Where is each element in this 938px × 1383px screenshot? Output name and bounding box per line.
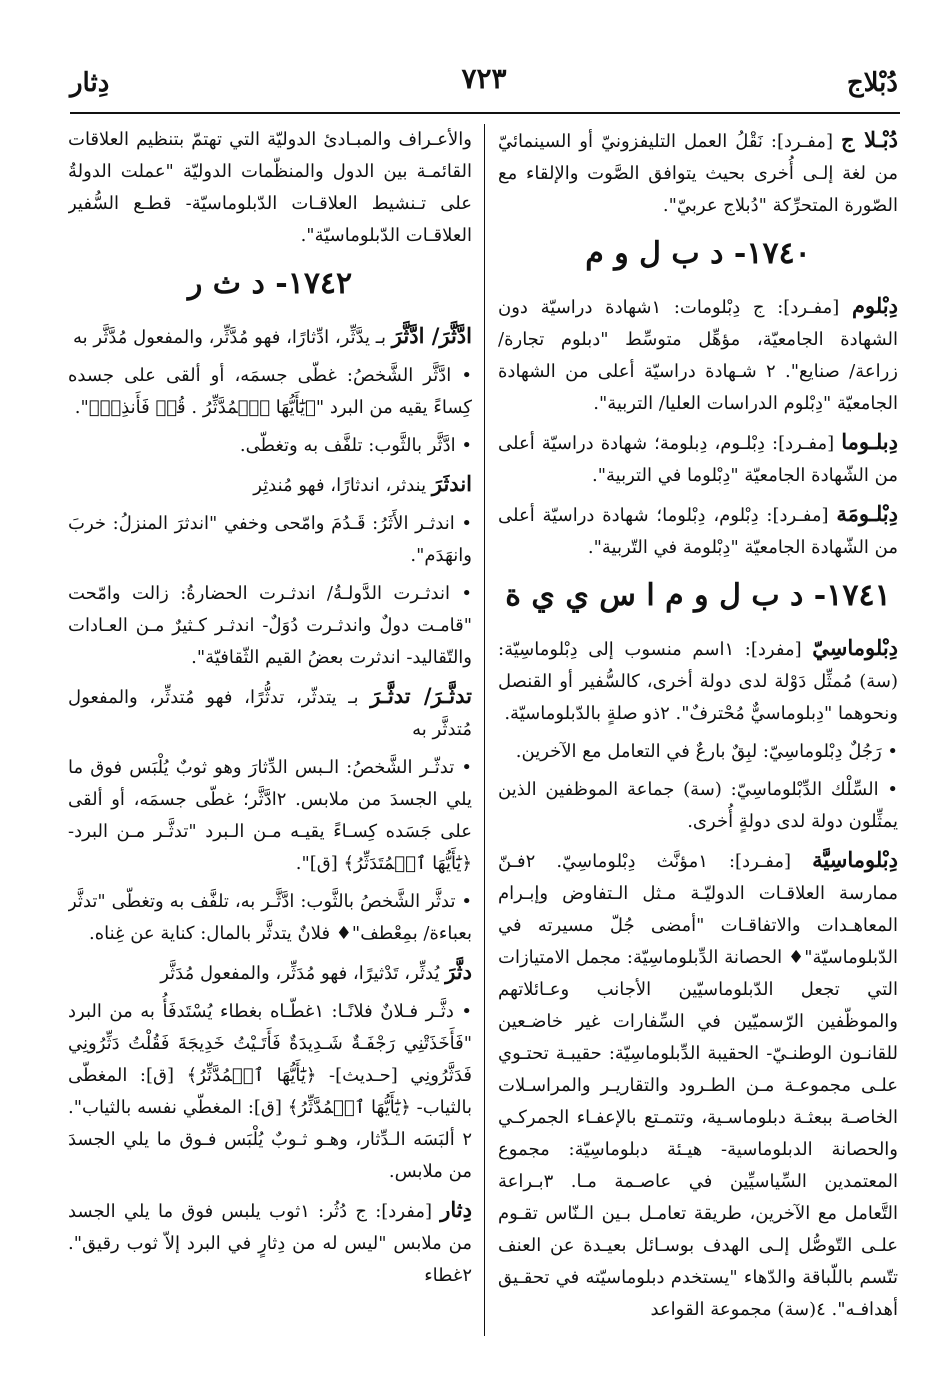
sub-definition: • اندثـر الأَثَرُ: قَـدُمَ وامّحى وخفي "اندثرَ المنزلُ: خربَ وانهَدَم". bbox=[68, 513, 472, 566]
root-section-heading: ١٧٤١- د ب ل و م ا س ي ي ة bbox=[505, 578, 891, 613]
dictionary-entry bbox=[498, 124, 898, 222]
dictionary-entry bbox=[68, 1194, 472, 1292]
dictionary-entry bbox=[498, 632, 898, 730]
entry-definition: [مفـرد]: دِبْلـوم، دِبلومة؛ شهادة دراسيّة أعلى من الشّهادة الجامعيّة "دِبْلوما في التربية". bbox=[498, 433, 898, 486]
sub-definition: • دثَّـر فـلانٌ فلانًـا: ١غطّـاه بغطاء يُسْتَدفَأُ به من البرد "فَأَخَذَتْنِي رَجْفَـةٌ شَـدِيدَةٌ فَأَتَـيْتُ خَدِيجَةَ فَقُلْتُ دَثِّرُونِي فَدَثَّرُونِي [حـديث]- ﴿يَٰٓأَيُّهَا ٱلۡمُدَّثِّرُ﴾ [ق]: المغطّى بالثياب- ﴿يَٰٓأَيُّهَا ٱلۡمُدَّثِّرُ﴾ [ق]: المغطّي نفسه بالثياب". ٢ ألبَسَه الـدِّثار، وهـو ثـوبٌ يُلْبَس فـوق ما يلي الجسدَ من ملابس. bbox=[68, 1001, 472, 1182]
sub-definition: • تدثَّر الشَّخصُ بالثَّوب: ادَّثَّـر به، تلفَّف به وتغطّى "تدثَّر بعباءة/ بمِعْطف"♦ فلانٌ يتدثَّر بالمال: كناية عن غِناه. bbox=[68, 891, 472, 944]
entry-headword: ادَّثَّرَ/ ادَّثَّرَ bbox=[391, 323, 472, 348]
entry-definition: [مفرد]: ١اسم منسوب إلى دِبْلوماسِيّة: (سة) مُمثِّل دَوْلة لدى دولة أخرى، كالسُّفير أو القنصل ونحوهما "دِبلوماسيٌّ مُحْترفٌ". ٢ذو صلةٍ بالدّبلوماسيّة. bbox=[498, 639, 898, 724]
entry-definition: [مفـرد]: نَقْلُ العمل التليفزونيّ أو السينمائيّ من لغة إلـى أُخرى بحيث يتوافق الصَّوت والإلقاء مع الصّورة المتحرِّكة "دُبلاج عربيّ". bbox=[498, 131, 898, 216]
dictionary-entry bbox=[498, 844, 898, 1326]
left-column bbox=[68, 124, 472, 1344]
root-section-heading: ١٧٤٢- د ث ر bbox=[187, 266, 353, 301]
entry-headword: دِبْلوماسِيَّة bbox=[812, 847, 898, 872]
column-divider bbox=[484, 124, 485, 1336]
continued-text: والأعـراف والمبـادئ الدوليّة التي تهتمّ بتنظيم العلاقات القائمـة بين الدول والمنظّمات الدوليّة "عملت الدولةُ على تـنشيط العلاقـات الدّبلوماسيّة- قطـع السُّفير العلاقـات الدّبلوماسيّة". bbox=[68, 129, 472, 246]
entry-definition: يندثر، اندثارًا، فهو مُندثِر bbox=[253, 475, 432, 496]
header-last-word: دِثار bbox=[70, 68, 110, 98]
header-first-word: دُبْلاج bbox=[846, 68, 898, 98]
sub-definition: • ادَّثَّر الشَّخصُ: غطّى جسمَه، أو ألقى على جسده كِساءً يقيه من البرد "﴿يَٰٓأَيُّهَا ٱلۡمُدَّثِّرُ . قُمۡ فَأَنذِرۡ﴾". bbox=[68, 365, 472, 418]
entry-headword: اندثَرَ bbox=[431, 471, 472, 496]
dictionary-entry bbox=[498, 290, 898, 420]
sub-definition: • السِّلْك الدِّبْلوماسِيّ: (سة) جماعة الموظفين الذين يمثِّلون دولة لدى دولةٍ أُخرى. bbox=[498, 779, 898, 832]
entry-headword: دِبلـوما bbox=[841, 429, 898, 454]
entry-definition: يُدثِّر، تَدْثيرًا، فهو مُدَثِّر، والمفعول مُدَثَّر bbox=[160, 963, 446, 984]
sub-definition: • رَجُلٌ دِبْلوماسِيّ: لبِقٌ بارعٌ في التعامل مع الآخرين. bbox=[515, 741, 898, 762]
entry-definition: [مفـرد]: ج دِبْلومات: ١شهادة دراسيّة دون الشهادة الجامعيّة، مؤهِّل متوسِّط "دبلوم تجارة/ زراعة/ صنايع". ٢ شـهادة دراسيّة أعلى من الشهادة الجامعيّة "دِبْلوم الدراسات العليا/ التربية". bbox=[498, 297, 898, 414]
sub-definition: • تدثّـر الشَّخصُ: الـبس الدِّثارَ وهو ثوبٌ يُلْبَس فوق ما يلي الجسدَ من ملابس. ٢ادَّثَّر؛ غطّى جسمَه، أو ألقى على جَسَده كِسـاءً يقيـه مـن الـبرد "تدثَّـر مـن البرد- ﴿يَٰٓأَيُّهَا ٱلۡمُتَدَثِّرُ﴾ [ق]". bbox=[68, 757, 472, 874]
entry-headword: دِبْلـومَة bbox=[836, 501, 898, 526]
entry-headword: دِبْلوماسِيّ bbox=[812, 635, 898, 660]
root-section-heading: ١٧٤٠- د ب ل و م bbox=[585, 236, 811, 271]
entry-headword: دثَّرَ bbox=[445, 959, 472, 984]
sub-definition: • ادَّثَّر بالثَّوب: تلفَّف به وتغطّى. bbox=[239, 435, 472, 456]
entry-headword: دِثار bbox=[440, 1197, 472, 1222]
right-column bbox=[498, 124, 898, 1344]
page-header bbox=[70, 62, 898, 108]
header-rule bbox=[70, 112, 900, 114]
entry-headword: دِبْلوم bbox=[852, 293, 898, 318]
dictionary-entry bbox=[498, 498, 898, 564]
entry-definition: [مفـرد]: دِبْلوم، دِبْلوما؛ شهادة دراسيّة أعلى من الشّهادة الجامعيّة "دِبْلومة في التّربية". bbox=[498, 505, 898, 558]
dictionary-entry bbox=[68, 680, 472, 746]
entry-definition: [مفـرد]: ١مؤنَّث دِبْلوماسِيّ. ٢فـنّ ممارسة العلاقـات الدوليّـة مـثل الـتفاوض وإبـرام المعاهـدات والاتفاقـات "أمضى جُلّ مسيرته في الدّبلوماسيّة"♦ الحصانة الدِّبلوماسِيّة: مجمل الامتيازات التي تجعل الدّبلوماسيّين الأجانب وعـائلاتهم والموظّفين الرّسميّين في السِّفارات غير خاضـعين للقانـون الوطنـيّ- الحقيبة الدِّبلوماسِيّة: حقيبـة تحتـوي علـى مجموعـة مـن الطـرود والتقاريـر والمراسـلات الخاصـة ببعثـة دبلوماسـية، وتتمـتع بالإعفـاء الجمركـي والحصانة الدبلوماسية- هيـئة دبلوماسِيّة: مجموع المعتمدين السِّياسيِّين في عاصـمة مـا. ٣بـراعة التَّعامل مع الآخرين، طريقة تعامـل بـين الـنّاس تقـوم علـى التّوصُّل إلـى الهدف بوسـائل بعيـدة عن العنف تتّسم باللّباقة والدّهاء "يستخدم دبلوماسيّته في تحقـيق أهدافـه". ٤(سة) مجموعة القواعد bbox=[498, 851, 898, 1320]
page-number: ٧٢٣ bbox=[461, 62, 507, 95]
entry-headword: دُبْـلا ج bbox=[840, 127, 898, 152]
sub-definition: • اندثـرت الدَّولـةُ/ اندثـرت الحضارةُ: زالت وامّحت "قامـت دولٌ واندثـرت دُوَلٌ- اندثـر كـثيرٌ مـن العـادات والتّقاليد- اندثرت بعضُ القيم الثّقافيّة". bbox=[68, 583, 472, 668]
dictionary-entry bbox=[68, 468, 472, 502]
entry-definition: بـ يدَّثِّر، ادِّثارًا، فهو مُدَّثِّر، والمفعول مُدَّثَّر به bbox=[73, 327, 392, 348]
dictionary-entry bbox=[498, 426, 898, 492]
entry-definition: بـ يتدثّر، تدثُّرًا، فهو مُتدثِّر، والمفعول مُتدثَّر به bbox=[68, 687, 472, 740]
dictionary-entry bbox=[68, 320, 472, 354]
entry-headword: تدثَّـرَ/ تدثَّـرَ bbox=[370, 683, 472, 708]
dictionary-entry bbox=[68, 956, 472, 990]
entry-definition: [مفرد]: ج دُثُر: ١ثوب يلبس فوق ما يلي الجسد من ملابس "ليس له من دِثارٍ في البرد إلاّ ثوب رقيق". ٢غطاء bbox=[68, 1201, 472, 1286]
